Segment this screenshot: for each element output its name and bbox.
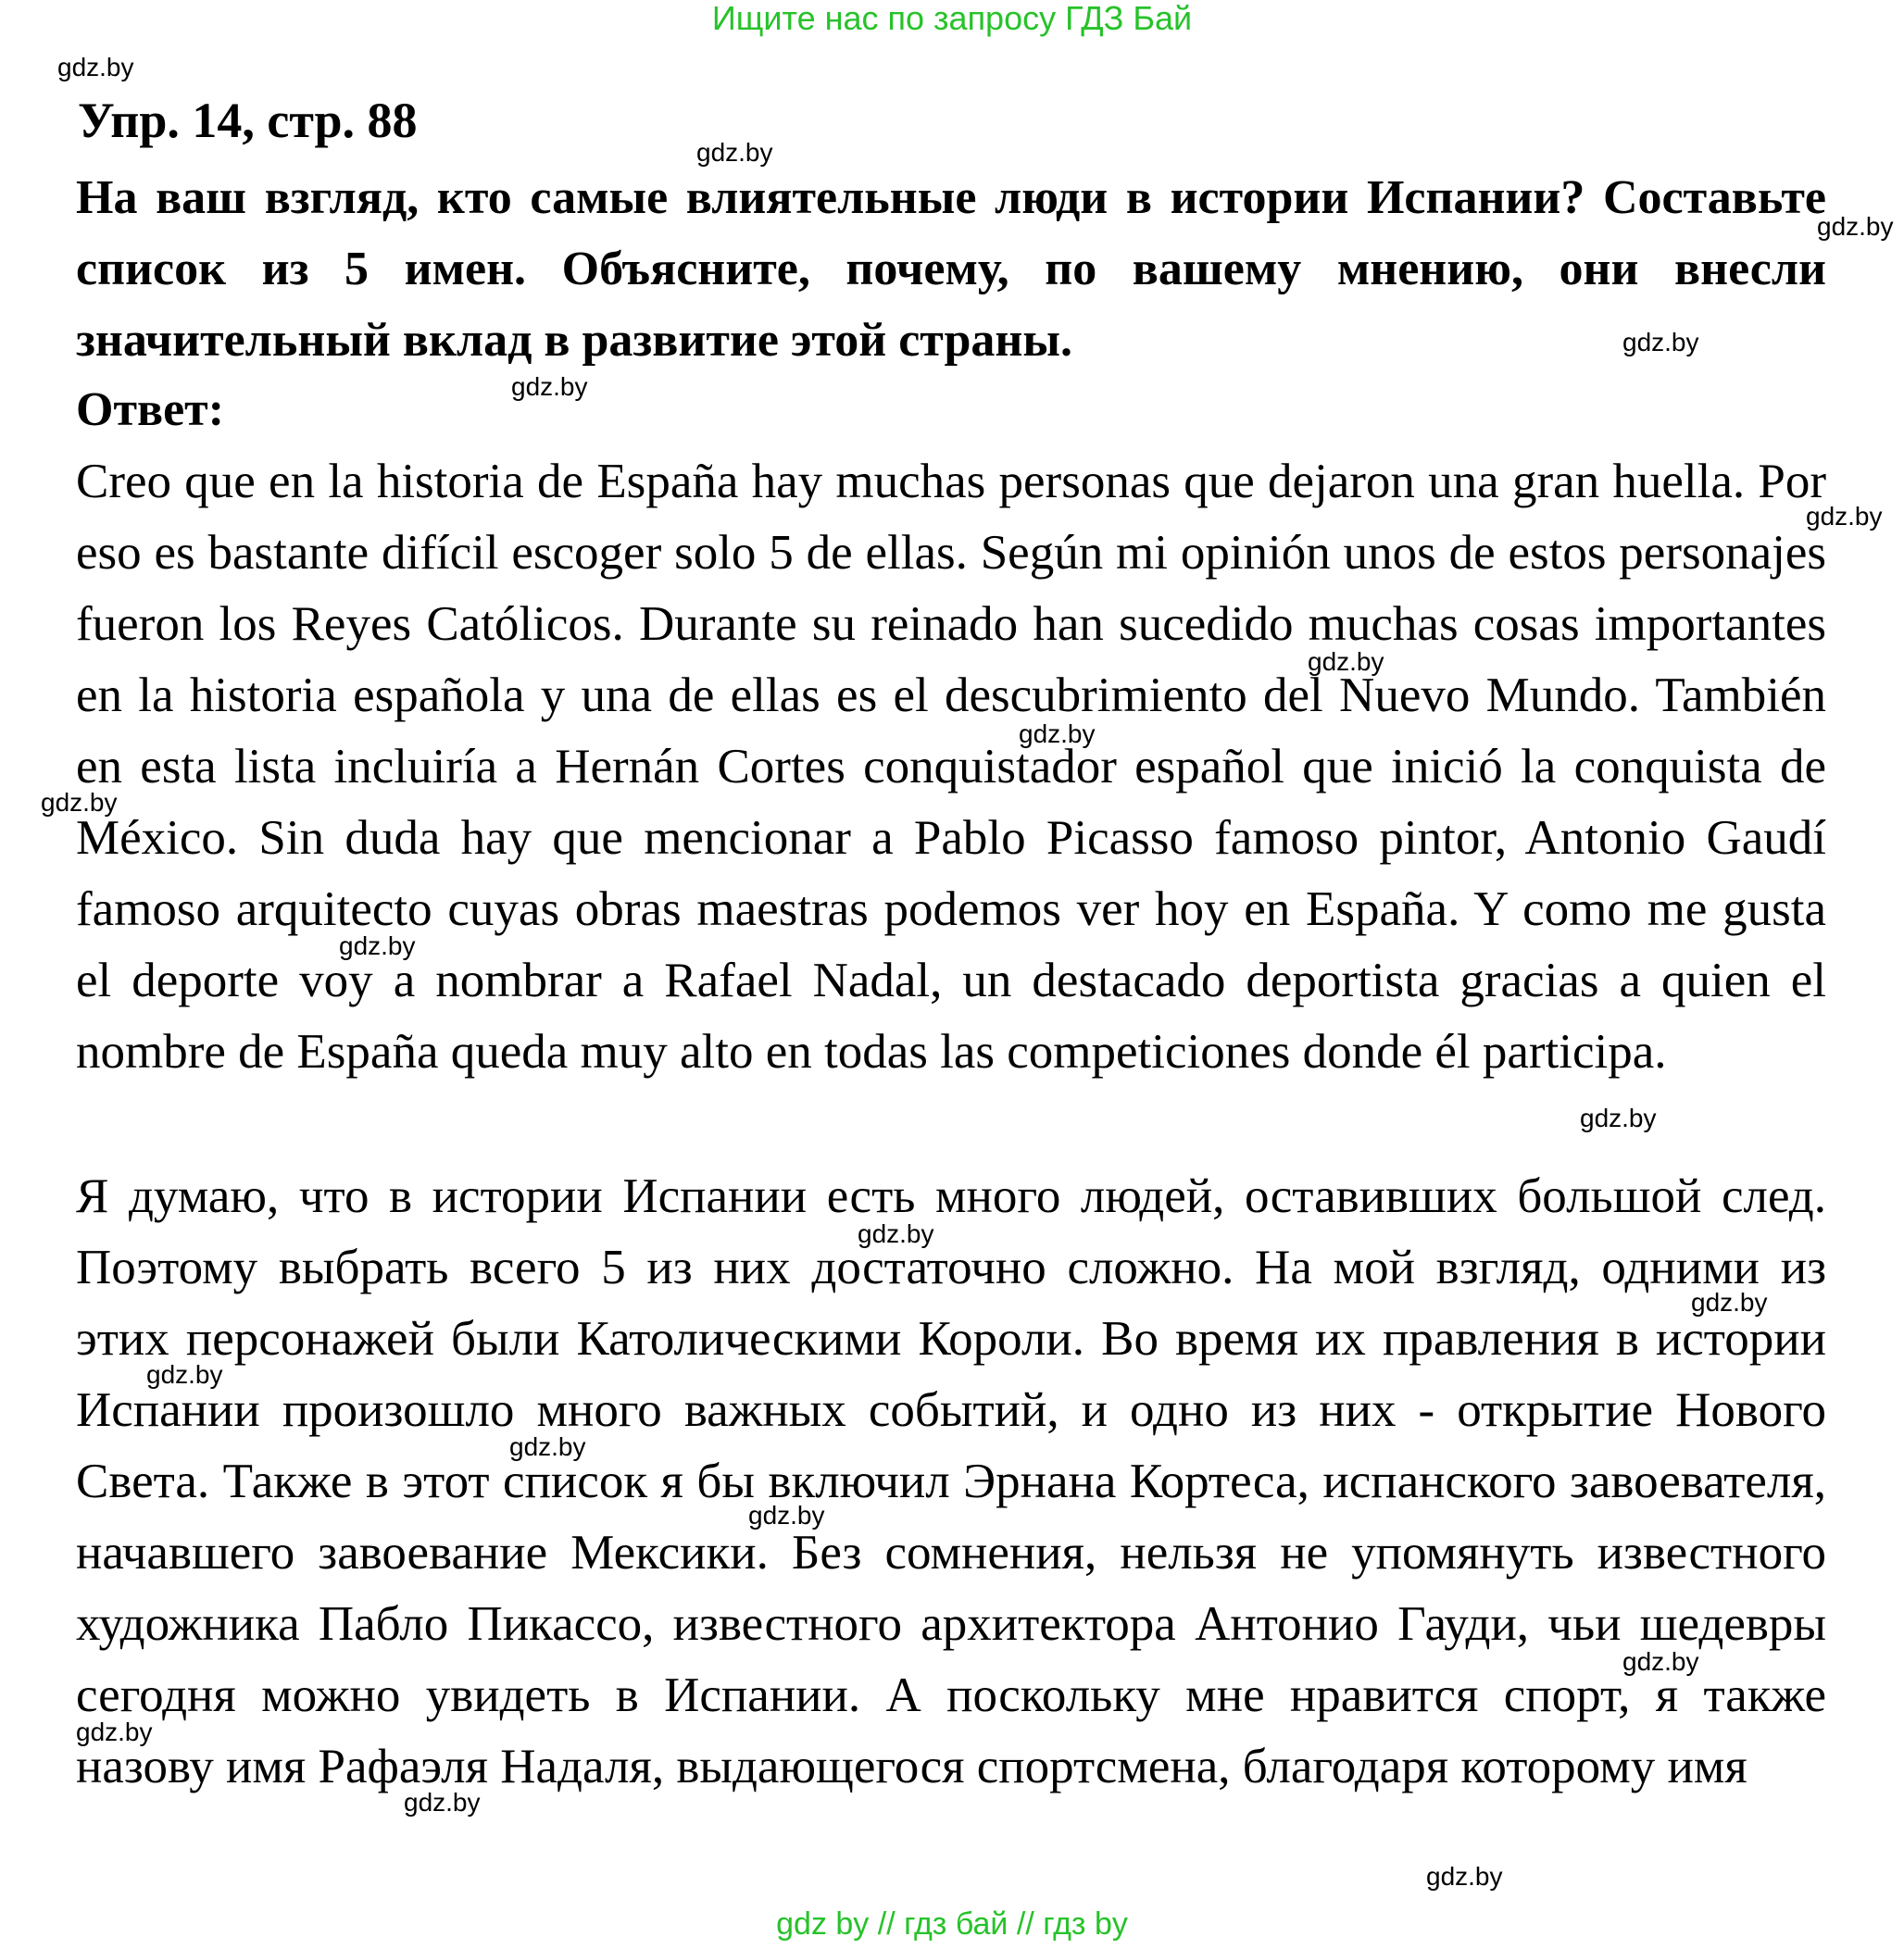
watermark: gdz.by [404, 1788, 481, 1817]
watermark: gdz.by [748, 1501, 825, 1530]
watermark: gdz.by [858, 1219, 934, 1248]
watermark: gdz.by [1806, 502, 1883, 531]
watermark: gdz.by [76, 1718, 153, 1746]
exercise-question: На ваш взгляд, кто самые влиятельные люди в истории Испании? Составьте список из 5 имен. Объясните, почему, по вашему мнению, они внесли значительный вклад в развитие этой страны. [76, 171, 1826, 367]
watermark: gdz.by [1622, 1647, 1699, 1676]
answer-spanish: Creo que en la historia de España hay muchas personas que dejaron una gran huella. Por eso es bastante difícil escoger solo 5 de ellas. Según mi opinión unos de estos personajes fueron los Reyes Católicos. Durante su reinado han sucedido muchas cosas importantes en la historia española y una de ellas es el descubrimiento del Nuevo Mundo. También en esta lista incluiría a Hernán Cortes conquistador español que inició la conquista de México. Sin duda hay que mencionar a Pablo Picasso famoso pintor, Antonio Gaudí famoso arquitecto cuyas obras maestras podemos ver hoy en España. Y como me gusta el deporte voy a nombrar a Rafael Nadal, un destacado deportista gracias a quien el nombre de España queda muy alto en todas las competiciones donde él participa. [76, 455, 1826, 1079]
watermark: gdz.by [1622, 328, 1699, 356]
answer-label: Ответ: [76, 383, 225, 436]
watermark: gdz.by [509, 1432, 586, 1461]
watermark: gdz.by [1308, 647, 1384, 676]
watermark: gdz.by [1580, 1104, 1657, 1132]
watermark: gdz.by [696, 138, 773, 167]
watermark: gdz.by [57, 53, 134, 81]
watermark: gdz.by [1426, 1862, 1503, 1891]
footer-links: gdz by // гдз бай // гдз by [776, 1906, 1128, 1942]
watermark: gdz.by [1019, 719, 1096, 748]
watermark: gdz.by [511, 372, 588, 401]
watermark: gdz.by [41, 788, 118, 817]
answer-russian: Я думаю, что в истории Испании есть много людей, оставивших большой след. Поэтому выбрать всего 5 из них достаточно сложно. На мой взгляд, одними из этих персонажей были Католическими Короли. Во время их правления в истории Испании произошло много важных событий, и одно из них - открытие Нового Света. Также в этот список я бы включил Эрнана Кортеса, испанского завоевателя, начавшего завоевание Мексики. Без сомнения, нельзя не упомянуть известного художника Пабло Пикассо, известного архитектора Антонио Гауди, чьи шедевры сегодня можно увидеть в Испании. А поскольку мне нравится спорт, я также назову имя Рафаэля Надаля, выдающегося спортсмена, благодаря которому имя [76, 1169, 1826, 1793]
top-banner: Ищите нас по запросу ГДЗ Бай [711, 0, 1193, 37]
watermark: gdz.by [339, 931, 416, 960]
exercise-title: Упр. 14, стр. 88 [78, 93, 418, 148]
watermark: gdz.by [1691, 1288, 1768, 1317]
watermark: gdz.by [1817, 212, 1894, 241]
watermark: gdz.by [146, 1360, 223, 1389]
